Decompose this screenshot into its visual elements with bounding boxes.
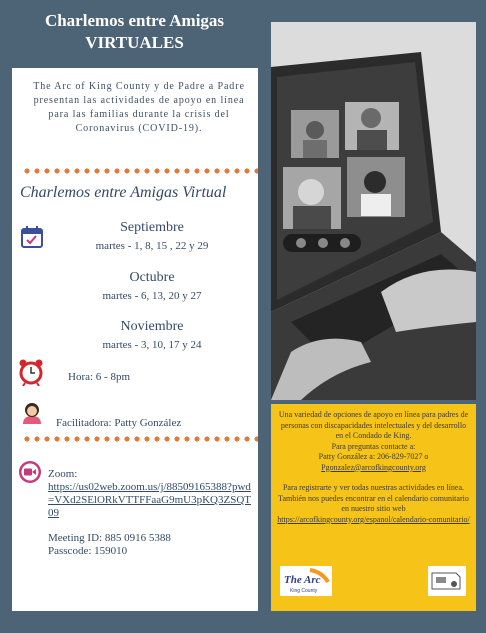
dates-november: martes - 3, 10, 17 y 24 (102, 339, 202, 351)
flyer-title (12, 10, 257, 54)
meeting-time: Hora: 6 - 8pm (68, 371, 131, 383)
dates-october: martes - 6, 13, 20 y 27 (102, 290, 202, 302)
spacer (48, 520, 253, 532)
washington-state-logo (428, 566, 466, 596)
facilitator: Facilitadora: Patty González (56, 417, 182, 429)
contact-info-box (271, 404, 476, 611)
registration-text: Para registrarte y ver todas nuestras actividades en línea. También nos puedes encontrar en el calendario comunitario en nuestro sitio web (278, 483, 469, 513)
month-september: Septiembre (120, 220, 184, 235)
contact-phone: Patty González a: 206-829-7027 o (318, 452, 429, 461)
spacer (277, 473, 470, 483)
intro-text: The Arc of King County y de Padre a Padre presentan las actividades de apoyo en línea para las familias durante la crisis del Coronavirus (COVID-19). (33, 81, 245, 134)
calendar-link[interactable]: https://arcofkingcounty.org/espanol/calendario-comunitario/ (277, 514, 470, 524)
video-call-icon (18, 460, 42, 484)
dates-september: martes - 1, 8, 15 , 22 y 29 (95, 240, 209, 252)
calendar-icon (20, 224, 46, 250)
laptop-video-call-image (271, 22, 476, 400)
dotted-divider (22, 168, 258, 174)
zoom-label: Zoom: (48, 468, 78, 480)
video-call-photo (271, 22, 476, 400)
month-november: Noviembre (120, 319, 184, 334)
zoom-details (48, 468, 253, 558)
title-line-2: VIRTUALES (85, 33, 184, 52)
month-october: Octubre (129, 270, 175, 285)
passcode: Passcode: 159010 (48, 545, 128, 557)
alarm-clock-icon (18, 358, 44, 386)
arc-logo-subtext: King County (290, 588, 318, 594)
meeting-id: Meeting ID: 885 0916 5388 (48, 532, 171, 544)
support-description: Una variedad de opciones de apoyo en línea para padres de personas con discapacidades intelectuales y del desarrollo en el Condado de King. (278, 410, 469, 440)
contact-email[interactable]: Pgonzalez@arcofkingcounty.org (321, 462, 426, 472)
person-icon (20, 400, 44, 426)
zoom-link[interactable]: https://us02web.zoom.us/j/88509165388?pwd=VXd2SElORkVTTFFaaG9mU3pKQ3ZSQT09 (48, 481, 251, 519)
arc-logo (280, 566, 332, 596)
dotted-divider-2 (22, 436, 258, 442)
questions-label: Para preguntas contacte a: (331, 441, 416, 451)
title-line-1: Charlemos entre Amigas (44, 11, 225, 30)
arc-logo-text: The Arc (284, 574, 321, 586)
event-subtitle: Charlemos entre Amigas Virtual (20, 184, 227, 201)
info-panel (12, 68, 258, 611)
